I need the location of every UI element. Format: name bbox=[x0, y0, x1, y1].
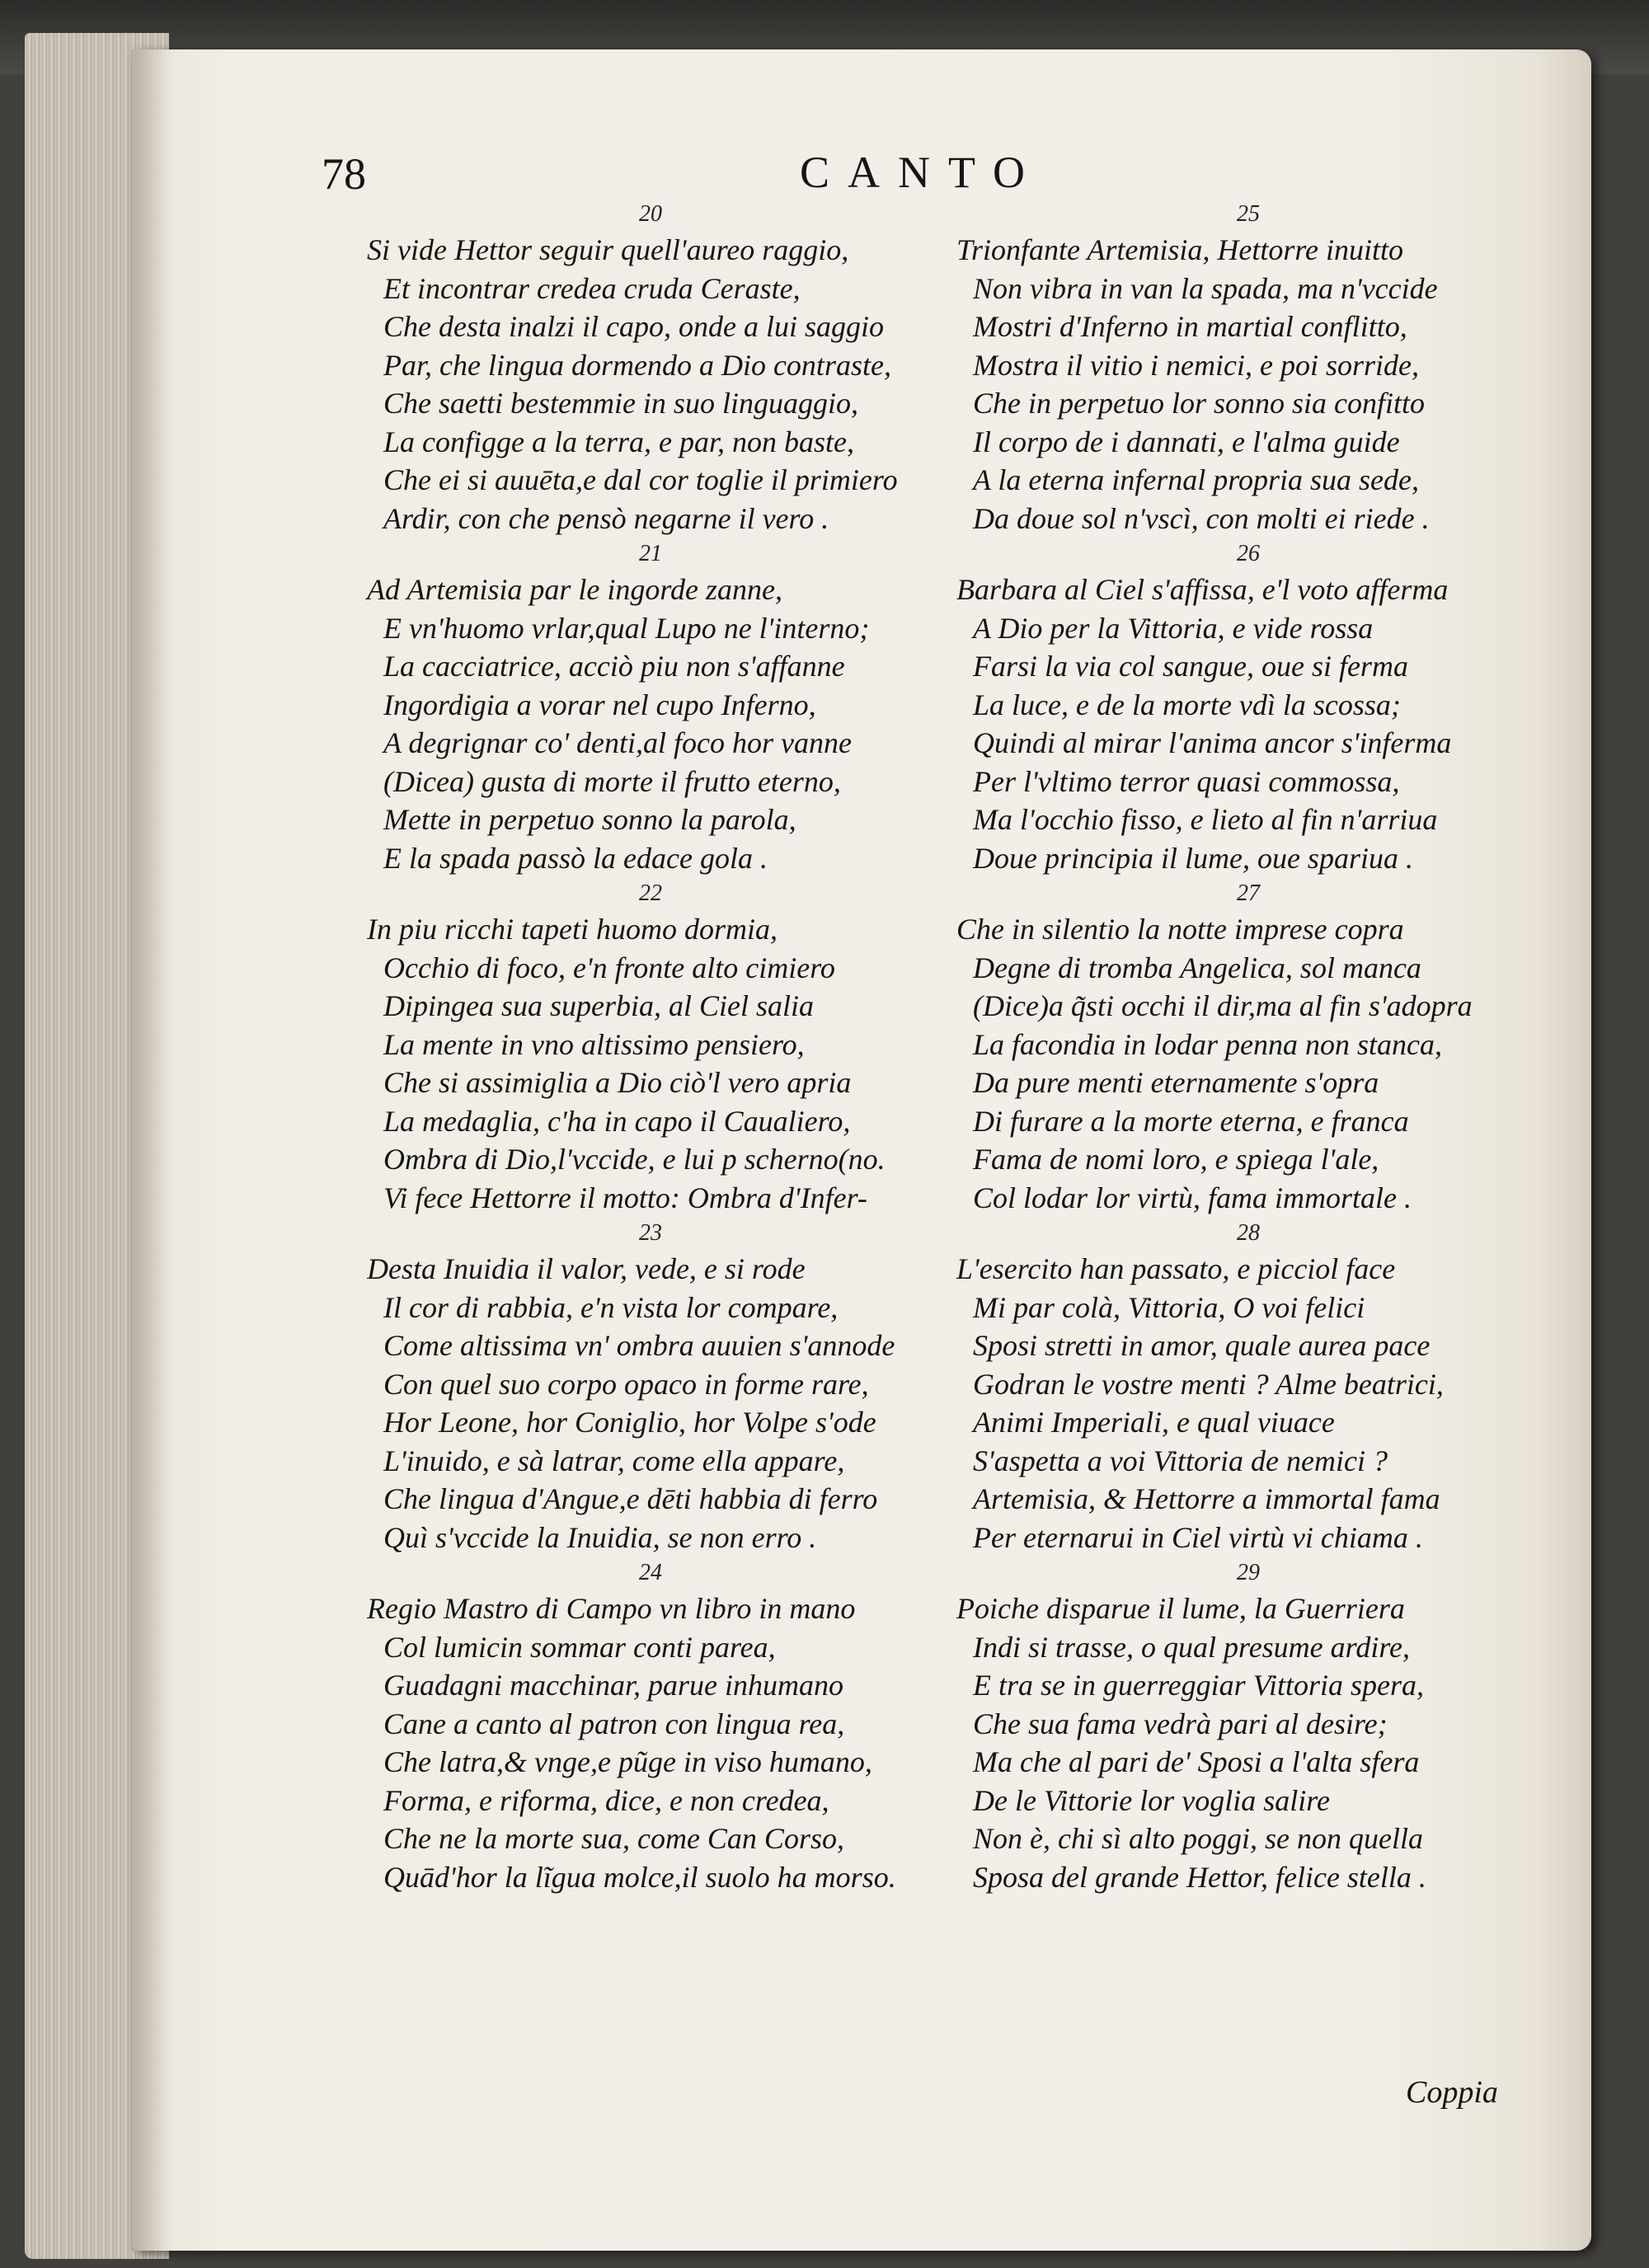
verse-line: L'inuido, e sà latrar, come ella appare, bbox=[383, 1444, 845, 1477]
verse-line: Guadagni macchinar, parue inhumano bbox=[383, 1669, 843, 1702]
stanza-number: 29 bbox=[1237, 1560, 1260, 1585]
verse-line: Non è, chi sì alto poggi, se non quella bbox=[973, 1822, 1423, 1855]
verse-line: In piu ricchi tapeti huomo dormia, bbox=[367, 913, 778, 946]
verse-line: La cacciatrice, acciò piu non s'affanne bbox=[383, 650, 845, 683]
verse-line: Et incontrar credea cruda Ceraste, bbox=[383, 271, 801, 305]
stanza-number: 21 bbox=[639, 541, 662, 566]
verse-line: Per l'vltimo terror quasi commossa, bbox=[973, 764, 1400, 798]
verse-line: Ardir, con che pensò negarne il vero . bbox=[383, 501, 829, 535]
stanza-number: 28 bbox=[1237, 1220, 1260, 1246]
verse-line: Dipingea sua superbia, al Ciel salia bbox=[383, 989, 814, 1022]
verse-line: Si vide Hettor seguir quell'aureo raggio, bbox=[367, 233, 849, 266]
verse-line: Quindi al mirar l'anima ancor s'inferma bbox=[973, 726, 1452, 759]
verse-line: Mostra il vitio i nemici, e poi sorride, bbox=[973, 348, 1419, 382]
verse-line: Cane a canto al patron con lingua rea, bbox=[383, 1707, 845, 1740]
verse-line: Barbara al Ciel s'affissa, e'l voto afferma bbox=[956, 573, 1449, 606]
verse-line: Il cor di rabbia, e'n vista lor compare, bbox=[383, 1290, 839, 1324]
verse-line: S'aspetta a voi Vittoria de nemici ? bbox=[973, 1444, 1388, 1477]
verse-line: Che si assimiglia a Dio ciò'l vero apria bbox=[383, 1066, 852, 1099]
verse-line: Trionfante Artemisia, Hettorre inuitto bbox=[956, 233, 1404, 266]
stanza-number: 26 bbox=[1237, 541, 1260, 566]
verse-line: Da pure menti eternamente s'opra bbox=[973, 1066, 1379, 1099]
verse-line: Poiche disparue il lume, la Guerriera bbox=[956, 1592, 1405, 1625]
verse-line: De le Vittorie lor voglia salire bbox=[973, 1783, 1330, 1817]
verse-line: Hor Leone, hor Coniglio, hor Volpe s'ode bbox=[383, 1406, 876, 1439]
verse-line: Ad Artemisia par le ingorde zanne, bbox=[367, 573, 782, 606]
verse-line: Che in silentio la notte imprese copra bbox=[956, 913, 1404, 946]
page-gutter-shadow bbox=[132, 49, 173, 2251]
verse-line: Mostri d'Inferno in martial conflitto, bbox=[973, 310, 1407, 343]
right-column bbox=[956, 198, 1591, 1896]
verse-line: Che ne la morte sua, come Can Corso, bbox=[383, 1822, 844, 1855]
verse-line: Che saetti bestemmie in suo linguaggio, bbox=[383, 387, 858, 420]
verse-line: Che sua fama vedrà pari al desire; bbox=[973, 1707, 1388, 1740]
stanza-number: 24 bbox=[639, 1560, 662, 1585]
verse-line: Quād'hor la lĩgua molce,il suolo ha morso. bbox=[383, 1860, 896, 1894]
verse-line: Occhio di foco, e'n fronte alto cimiero bbox=[383, 951, 835, 984]
verse-line: Col lumicin sommar conti parea, bbox=[383, 1630, 776, 1664]
verse-line: Col lodar lor virtù, fama immortale . bbox=[973, 1181, 1412, 1214]
verse-line: La medaglia, c'ha in capo il Caualiero, bbox=[383, 1104, 851, 1138]
verse-line: Degne di tromba Angelica, sol manca bbox=[973, 951, 1421, 984]
verse-line: La configge a la terra, e par, non baste, bbox=[383, 425, 854, 458]
verse-line: Desta Inuidia il valor, vede, e si rode bbox=[367, 1252, 806, 1285]
verse-line: Ma che al pari de' Sposi a l'alta sfera bbox=[973, 1745, 1420, 1778]
verse-line: Che ei si auuēta,e dal cor toglie il primiero bbox=[383, 463, 898, 496]
verse-line: Di furare a la morte eterna, e franca bbox=[973, 1104, 1409, 1138]
verse-line: Sposi stretti in amor, quale aurea pace bbox=[973, 1329, 1431, 1362]
running-head: CANTO bbox=[800, 148, 1044, 197]
verse-line: Il corpo de i dannati, e l'alma guide bbox=[973, 425, 1400, 458]
verse-line: Quì s'vccide la Inuidia, se non erro . bbox=[383, 1520, 817, 1554]
verse-line: A la eterna infernal propria sua sede, bbox=[973, 463, 1419, 496]
verse-line: Che desta inalzi il capo, onde a lui saggio bbox=[383, 310, 884, 343]
verse-line: Farsi la via col sangue, oue si ferma bbox=[973, 650, 1408, 683]
verse-line: Sposa del grande Hettor, felice stella . bbox=[973, 1860, 1426, 1894]
verse-line: Indi si trasse, o qual presume ardire, bbox=[973, 1630, 1410, 1664]
verse-line: Non vibra in van la spada, ma n'vccide bbox=[973, 271, 1438, 305]
verse-line: L'esercito han passato, e picciol face bbox=[956, 1252, 1396, 1285]
verse-line: Che lingua d'Angue,e dēti habbia di ferro bbox=[383, 1482, 878, 1515]
verse-line: E tra se in guerreggiar Vittoria spera, bbox=[973, 1669, 1424, 1702]
verse-line: La mente in vno altissimo pensiero, bbox=[383, 1027, 805, 1061]
verse-line: Ombra di Dio,l'vccide, e lui p scherno(no. bbox=[383, 1143, 886, 1176]
verse-line: Vi fece Hettorre il motto: Ombra d'Infer- bbox=[383, 1181, 867, 1214]
stanza-number: 27 bbox=[1237, 880, 1260, 906]
left-column bbox=[367, 198, 1002, 1896]
verse-line: Che in perpetuo lor sonno sia confitto bbox=[973, 387, 1425, 420]
verse-line: Animi Imperiali, e qual viuace bbox=[973, 1406, 1335, 1439]
verse-line: A degrignar co' denti,al foco hor vanne bbox=[383, 726, 852, 759]
verse-line: Mi par colà, Vittoria, O voi felici bbox=[973, 1290, 1365, 1324]
verse-line: E la spada passò la edace gola . bbox=[383, 841, 768, 875]
verse-line: Godran le vostre menti ? Alme beatrici, bbox=[973, 1367, 1444, 1401]
verse-line: Che latra,& vnge,e pũge in viso humano, bbox=[383, 1745, 872, 1778]
verse-line: Con quel suo corpo opaco in forme rare, bbox=[383, 1367, 869, 1401]
verse-line: Artemisia, & Hettorre a immortal fama bbox=[973, 1482, 1440, 1515]
verse-line: Fama de nomi loro, e spiega l'ale, bbox=[973, 1143, 1379, 1176]
verse-line: Ingordigia a vorar nel cupo Inferno, bbox=[383, 688, 816, 721]
verse-line: Mette in perpetuo sonno la parola, bbox=[383, 803, 796, 836]
verse-line: Doue principia il lume, oue spariua . bbox=[973, 841, 1413, 875]
verse-line: (Dicea) gusta di morte il frutto eterno, bbox=[383, 764, 841, 798]
stanza-number: 25 bbox=[1237, 201, 1260, 227]
verse-line: A Dio per la Vittoria, e vide rossa bbox=[973, 611, 1374, 645]
verse-line: Ma l'occhio fisso, e lieto al fin n'arriua bbox=[973, 803, 1438, 836]
verse-line: La facondia in lodar penna non stanca, bbox=[973, 1027, 1442, 1061]
stanza-number: 23 bbox=[639, 1220, 662, 1246]
verse-line: (Dice)a q̃sti occhi il dir,ma al fin s'adopra bbox=[973, 989, 1473, 1022]
verse-line: Regio Mastro di Campo vn libro in mano bbox=[367, 1592, 856, 1625]
stanza-number: 20 bbox=[639, 201, 662, 227]
verse-line: Come altissima vn' ombra auuien s'annode bbox=[383, 1329, 895, 1362]
stanza-number: 22 bbox=[639, 880, 662, 906]
verse-line: Par, che lingua dormendo a Dio contraste, bbox=[383, 348, 891, 382]
verse-line: E vn'huomo vrlar,qual Lupo ne l'interno; bbox=[383, 611, 870, 645]
verse-line: Forma, e riforma, dice, e non credea, bbox=[383, 1783, 829, 1817]
verse-line: Da doue sol n'vscì, con molti ei riede . bbox=[973, 501, 1430, 535]
catchword: Coppia bbox=[1406, 2075, 1498, 2110]
verse-line: Per eternarui in Ciel virtù vi chiama . bbox=[973, 1520, 1423, 1554]
verse-line: La luce, e de la morte vdì la scossa; bbox=[973, 688, 1401, 721]
page-number: 78 bbox=[322, 149, 366, 199]
